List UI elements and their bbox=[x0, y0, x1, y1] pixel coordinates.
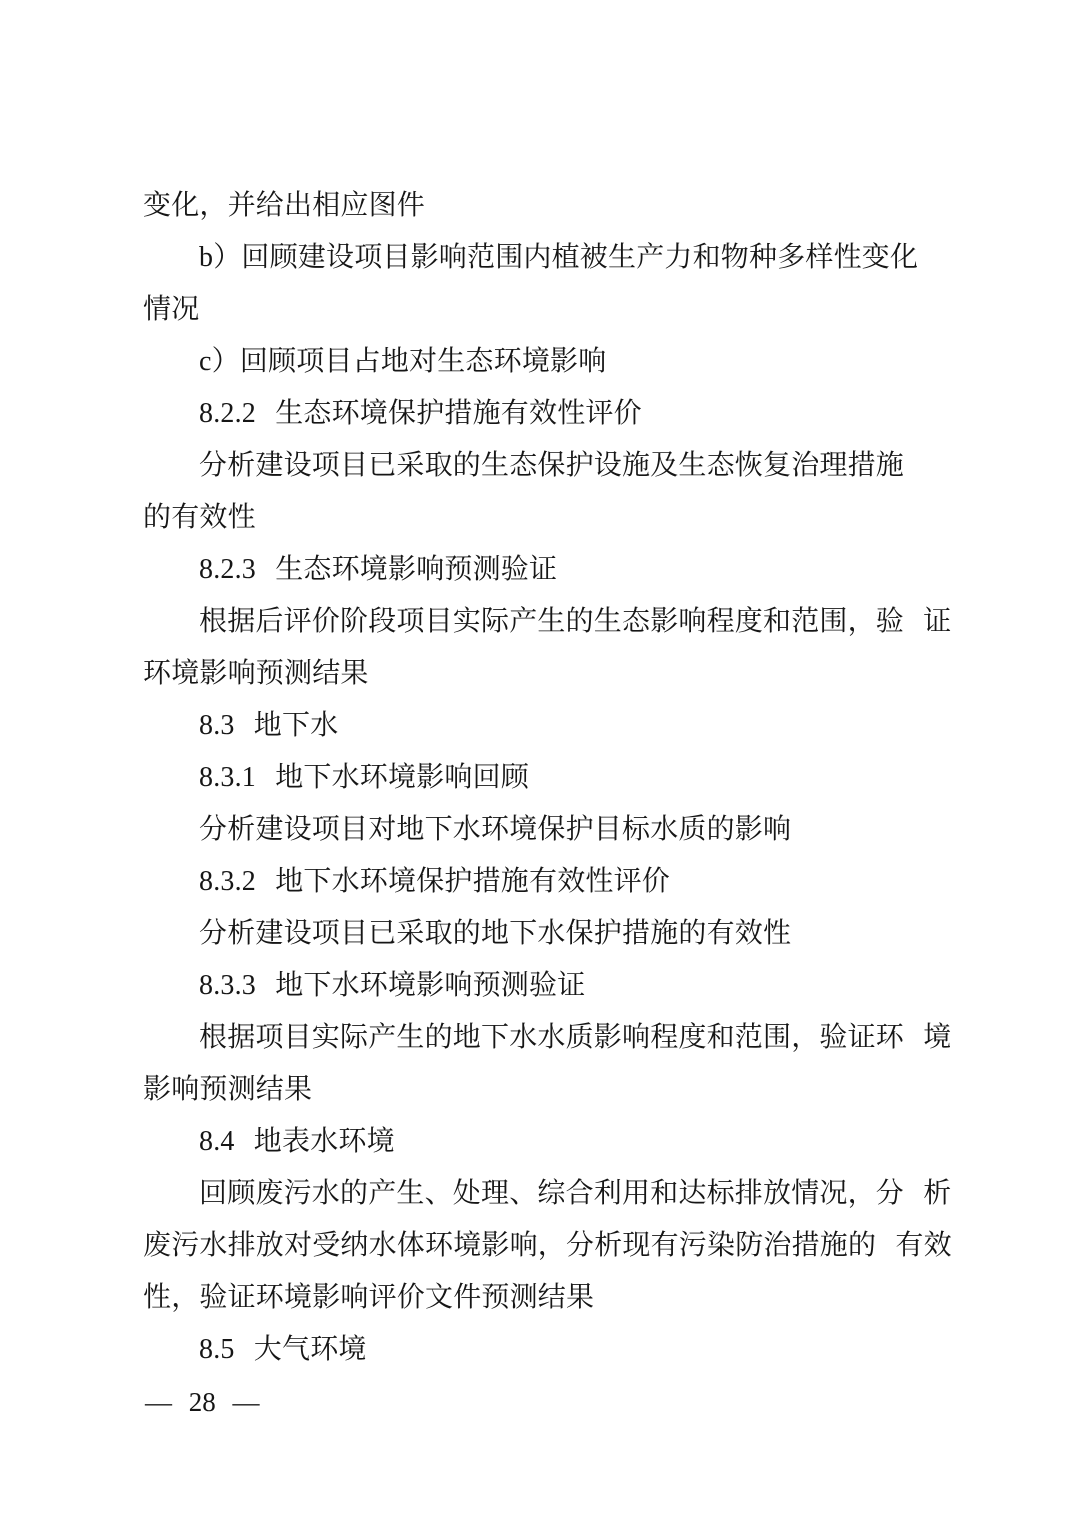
section-heading: 8.3.3 地下水环境影响预测验证 bbox=[199, 970, 586, 1001]
section-heading: 8.3.1 地下水环境影响回顾 bbox=[199, 762, 530, 793]
document-body bbox=[143, 180, 952, 1376]
text-line: 根据后评价阶段项目实际产生的生态影响程度和范围，验 证 bbox=[199, 606, 952, 637]
text-line: 回顾废污水的产生、处理、综合利用和达标排放情况，分 析 bbox=[199, 1178, 952, 1209]
text-line: 废污水排放对受纳水体环境影响，分析现有污染防治措施的 有效 bbox=[143, 1230, 952, 1261]
section-heading: 8.3.2 地下水环境保护措施有效性评价 bbox=[199, 866, 671, 897]
text-line: 环境影响预测结果 bbox=[143, 658, 369, 689]
text-line: 根据项目实际产生的地下水水质影响程度和范围，验证环 境 bbox=[199, 1022, 952, 1053]
section-heading: 8.2.3 生态环境影响预测验证 bbox=[199, 554, 558, 585]
section-heading: 8.5 大气环境 bbox=[199, 1334, 367, 1365]
text-line: b）回顾建设项目影响范围内植被生产力和物种多样性变化 bbox=[199, 242, 919, 273]
section-heading: 8.4 地表水环境 bbox=[199, 1126, 395, 1157]
section-heading: 8.2.2 生态环境保护措施有效性评价 bbox=[199, 398, 642, 429]
text-line: c）回顾项目占地对生态环境影响 bbox=[199, 346, 607, 377]
text-line: 情况 bbox=[143, 294, 200, 325]
text-line: 分析建设项目已采取的生态保护设施及生态恢复治理措施 bbox=[199, 450, 905, 481]
text-line: 的有效性 bbox=[143, 502, 256, 533]
text-line: 性，验证环境影响评价文件预测结果 bbox=[143, 1282, 595, 1313]
text-line: 影响预测结果 bbox=[143, 1074, 313, 1105]
text-line: 分析建设项目对地下水环境保护目标水质的影响 bbox=[199, 814, 792, 845]
page-number: — 28 — bbox=[145, 1387, 260, 1417]
section-heading: 8.3 地下水 bbox=[199, 710, 339, 741]
text-line: 变化，并给出相应图件 bbox=[143, 190, 426, 221]
text-line: 分析建设项目已采取的地下水保护措施的有效性 bbox=[199, 918, 792, 949]
